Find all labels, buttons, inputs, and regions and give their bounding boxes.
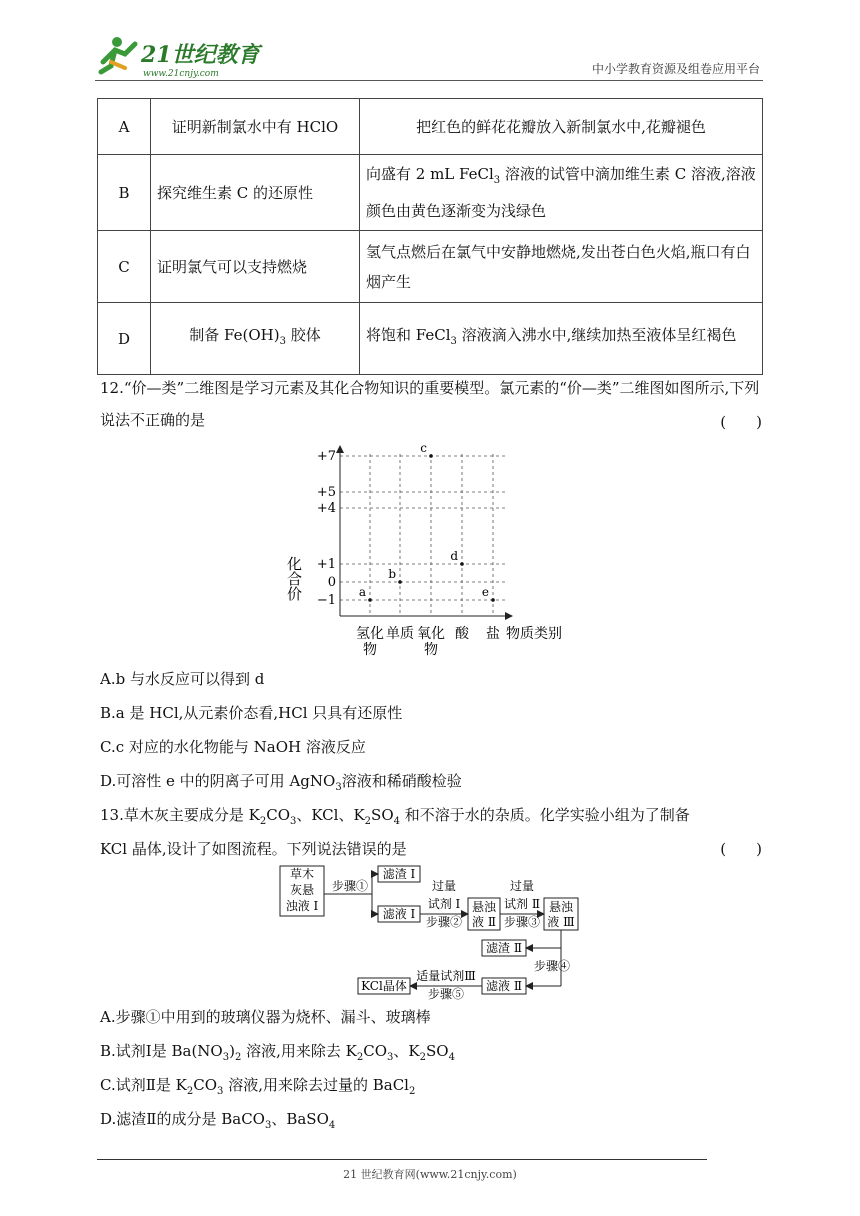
chart-point-label-d: d [450, 549, 458, 563]
svg-text:滤液 Ⅱ: 滤液 Ⅱ [486, 979, 522, 993]
row-operation: 氢气点燃后在氯气中安静地燃烧,发出苍白色火焰,瓶口有白烟产生 [360, 231, 763, 303]
chart-point-b [398, 580, 402, 584]
svg-text:灰悬: 灰悬 [289, 883, 315, 897]
header-platform-text: 中小学教育资源及组卷应用平台 [591, 62, 760, 76]
row-operation: 把红色的鲜花花瓣放入新制氯水中,花瓣褪色 [360, 99, 763, 155]
chart-point-e [491, 598, 495, 602]
chart-point-label-b: b [388, 567, 396, 581]
chart-ylabel: 化合价 [285, 556, 303, 601]
row-purpose: 探究维生素 C 的还原性 [151, 155, 360, 231]
footer-divider [97, 1159, 707, 1160]
y-tick-label: +7 [316, 449, 336, 464]
x-tick-label: 盐 [486, 626, 500, 642]
svg-text:步骤⑤: 步骤⑤ [427, 987, 465, 1000]
row-purpose: 证明新制氯水中有 HClO [151, 99, 360, 155]
chart-point-label-a: a [358, 585, 366, 599]
svg-text:草木: 草木 [289, 867, 315, 881]
y-tick-label: +5 [316, 485, 336, 500]
row-label: D [98, 303, 151, 375]
svg-text:适量试剂Ⅲ: 适量试剂Ⅲ [416, 969, 476, 983]
x-tick-label: 酸 [455, 626, 469, 642]
step1-label: 步骤① [332, 879, 369, 893]
svg-text:滤液 Ⅰ: 滤液 Ⅰ [382, 907, 416, 921]
valence-class-chart [280, 436, 580, 660]
row-purpose: 制备 $Fe(OH)_3$ 胶体 [151, 303, 360, 375]
logo-url: www.21cnjy.com [143, 69, 219, 79]
process-flowchart [276, 864, 596, 1000]
header-divider [95, 80, 763, 81]
q13-option-b[interactable]: B.试剂Ⅰ是 $Ba(NO_3)_2$ 溶液,用来除去 $K_2CO_3$、$K_2SO_4$ [100, 1042, 455, 1063]
row-label: C [98, 231, 151, 303]
table-row [98, 99, 763, 155]
svg-text:过量: 过量 [509, 879, 535, 893]
runner-icon [101, 37, 135, 72]
x-tick-label: 氢化 [356, 626, 384, 642]
chart-point-c [429, 454, 433, 458]
chart-point-label-e: e [481, 585, 489, 599]
q13-answer-blank: ( ) [720, 840, 762, 858]
site-logo [95, 32, 265, 82]
svg-text:液 Ⅱ: 液 Ⅱ [472, 915, 496, 929]
row-operation: 将饱和 FeCl$_3$ 溶液滴入沸水中,继续加热至液体呈红褐色 [360, 303, 763, 375]
svg-text:悬浊: 悬浊 [471, 900, 497, 914]
step4-label: 步骤④ [534, 959, 571, 973]
table-row [98, 155, 763, 231]
chart-xlabel: 物质类别 [506, 626, 562, 642]
y-tick-label: +4 [316, 501, 336, 516]
row-purpose: 证明氯气可以支持燃烧 [151, 231, 360, 303]
row-operation: 向盛有 2 mL FeCl$_3$ 溶液的试管中滴加维生素 C 溶液,溶液颜色由黄色逐渐变为浅绿色 [360, 155, 763, 231]
svg-text:试剂 Ⅰ: 试剂 Ⅰ [427, 897, 461, 911]
x-tick-label: 物 [424, 642, 438, 658]
y-tick-label: +1 [316, 557, 336, 572]
x-tick-label: 单质 [386, 626, 414, 642]
svg-text:液 Ⅲ: 液 Ⅲ [547, 915, 575, 929]
svg-text:滤渣 Ⅱ: 滤渣 Ⅱ [486, 941, 522, 955]
q12-option-a[interactable]: A.b 与水反应可以得到 d [100, 670, 265, 688]
svg-text:滤渣 Ⅰ: 滤渣 Ⅰ [382, 867, 416, 881]
logo-text: 21世纪教育 [141, 42, 260, 68]
q13-option-d[interactable]: D.滤渣Ⅱ的成分是 BaCO$_3$、BaSO$_4$ [100, 1110, 336, 1131]
y-tick-label: 0 [327, 575, 336, 590]
svg-text:试剂 Ⅱ: 试剂 Ⅱ [504, 897, 540, 911]
q12-stem: 12.“价—类”二维图是学习元素及其化合物知识的重要模型。氯元素的“价—类”二维图如图所示,下列说法不正确的是 [100, 379, 760, 429]
chart-point-a [368, 598, 372, 602]
q12-option-b[interactable]: B.a 是 HCl,从元素价态看,HCl 只具有还原性 [100, 704, 403, 722]
q13-option-c[interactable]: C.试剂Ⅱ是 $K_2CO_3$ 溶液,用来除去过量的 BaCl$_2$ [100, 1076, 416, 1097]
experiment-table [97, 98, 763, 375]
q12-option-c[interactable]: C.c 对应的水化物能与 NaOH 溶液反应 [100, 738, 366, 756]
svg-text:悬浊: 悬浊 [548, 900, 574, 914]
svg-text:浊液 Ⅰ: 浊液 Ⅰ [285, 899, 319, 913]
x-tick-label: 氧化 [417, 626, 445, 642]
svg-text:KCl晶体: KCl晶体 [361, 979, 407, 993]
chart-point-d [460, 562, 464, 566]
svg-text:过量: 过量 [431, 879, 457, 893]
svg-text:步骤③: 步骤③ [503, 915, 541, 929]
svg-text:步骤②: 步骤② [425, 915, 463, 929]
q13-stem-line2: KCl 晶体,设计了如图流程。下列说法错误的是 [100, 840, 407, 858]
q13-option-a[interactable]: A.步骤①中用到的玻璃仪器为烧杯、漏斗、玻璃棒 [100, 1008, 431, 1026]
table-row [98, 231, 763, 303]
q13-stem-line1: 13.草木灰主要成分是 $K_2CO_3$、KCl、$K_2SO_4$ 和不溶于水的杂质。化学实验小组为了制备 [100, 806, 690, 827]
q12-option-d[interactable]: D.可溶性 e 中的阴离子可用 AgNO$_3$溶液和稀硝酸检验 [100, 772, 462, 793]
row-label: B [98, 155, 151, 231]
x-tick-label: 物 [363, 642, 377, 658]
footer-text: 21 世纪教育网(www.21cnjy.com) [343, 1168, 517, 1181]
table-row [98, 303, 763, 375]
chart-point-label-c: c [420, 441, 427, 455]
y-tick-label: −1 [316, 593, 336, 608]
row-label: A [98, 99, 151, 155]
q12-answer-blank: ( ) [720, 413, 762, 431]
